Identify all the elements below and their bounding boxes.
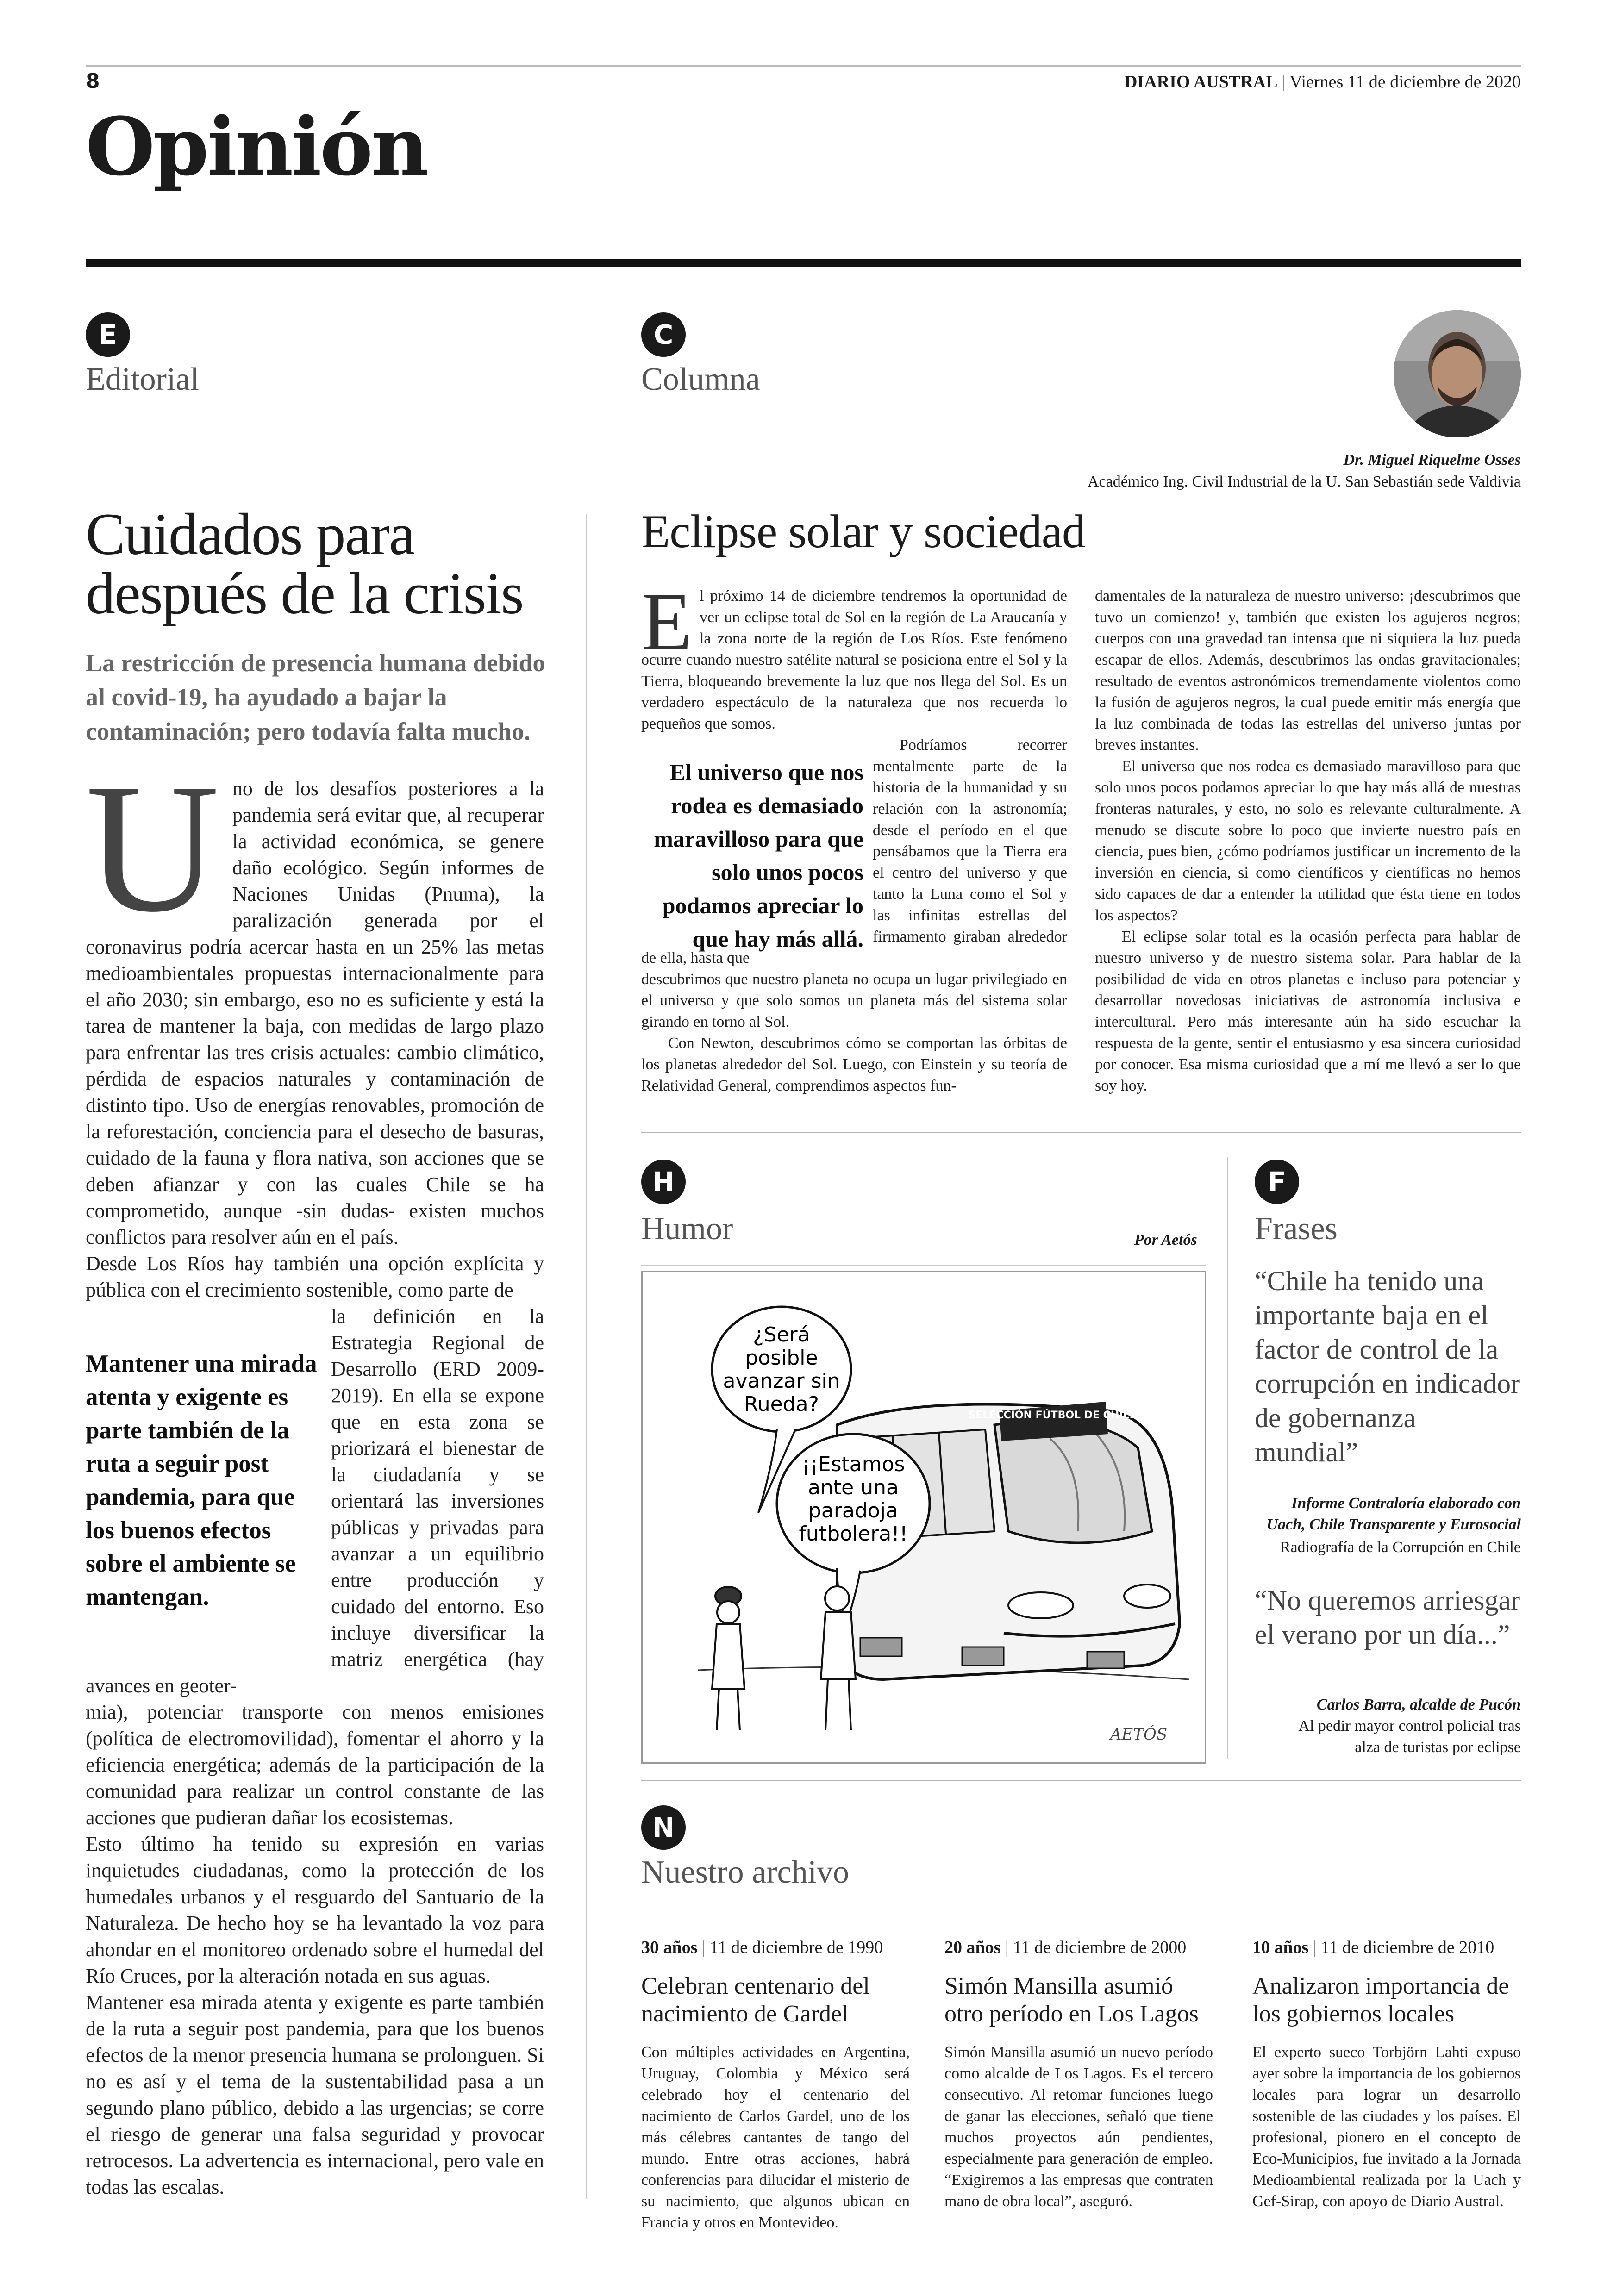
archivo-years: 30 años [641, 1938, 698, 1957]
section-name: Opinión [86, 100, 427, 193]
frases-context-1: Radiografía de la Corrupción en Chile [1280, 1539, 1521, 1556]
cartoon-bus-illustration [643, 1272, 1205, 1762]
frases-quote-1: “Chile ha tenido una importante baja en el factor de control de la corrupción en indicador de gobernanza mundial” [1255, 1266, 1520, 1467]
column-bottom-rule [641, 1132, 1521, 1133]
archivo-badge: N [641, 1805, 686, 1850]
column-label: Columna [641, 362, 760, 397]
archivo-date: 11 de diciembre de 1990 [710, 1938, 883, 1957]
editorial-divider [586, 514, 587, 2199]
column-dropcap: E [641, 575, 692, 668]
column-paragraph-5: El universo que nos rodea es demasiado maravilloso para que solo unos pocos podamos apreciar lo que hay más allá de nuestras fronteras naturales, y esto, no solo es relevante culturalmente. A menudo se discute sobre lo poco que invierte nuestro país en ciencia, pues bien, ¿cómo podríamos justificar un incremento de la inversión en ciencia, si como científicos y científicas no hemos sido capaces de dar a entender la utilidad que ésta tiene en todos los aspectos? [1095, 758, 1521, 924]
column-title: Eclipse solar y sociedad [641, 505, 1085, 558]
frases-quote-2: “No queremos arriesgar el verano por un día...” [1255, 1585, 1520, 1650]
archivo-years: 20 años [944, 1938, 1001, 1957]
frases-source-2: Carlos Barra, alcalde de Pucón [1316, 1696, 1521, 1713]
editorial-paragraph-1: no de los desafíos posteriores a la pandemia será evitar que, al recuperar la actividad económica, se genere daño ecológico. Según informes de Naciones Unidas (Pnuma), la paralización generada por el coronavirus podría acercar hasta en un 25% las metas medioambientales propuestas internacionalmente para el año 2030; sin embargo, eso no es suficiente y está la tarea de mantener la baja, con medidas de largo plazo para enfrentar las tres crisis actuales: cambio climático, pérdida de espacios naturales y contaminación de distinto tipo. Uso de energías renovables, promoción de la reforestación, conciencia para el desecho de basuras, cuidado de la fauna y flora nativa, son acciones que se deben afianzar y con las cuales Chile se ha comprometido, aunque -sin dudas- existen muchos conflictos para resolver aún en el país. [86, 777, 544, 1248]
issue-date: Viernes 11 de diciembre de 2020 [1289, 72, 1521, 92]
frases-badge: F [1255, 1160, 1299, 1204]
archivo-headline: Simón Mansilla asumió otro período en Los Lagos [944, 1973, 1199, 2027]
bubble-1-line-2: posible [745, 1346, 818, 1370]
bubble-2-line-4: futbolera!! [799, 1522, 908, 1546]
column-paragraph-6: El eclipse solar total es la ocasión perfecta para hablar de nuestro universo y de nuestro sistema solar. Para hablar de la posibilidad de vida en otros planetas e incluso para potenciar y desarrollar novedosas iniciativas de astronomía inclusiva e intercultural. Pero más interesante aún ha sido escuchar la respuesta de la gente, sentir el entusiasmo y esa sincera curiosidad por conocer. Esa misma curiosidad que a mí me llevó a ser lo que soy hoy. [1095, 928, 1521, 1094]
editorial-label: Editorial [86, 362, 199, 397]
humor-underline [641, 1265, 1206, 1266]
cartoon-frame [641, 1271, 1206, 1764]
bubble-2-line-2: ante una [808, 1476, 899, 1499]
archivo-item [944, 1937, 1213, 2212]
author-photo-icon [1394, 310, 1521, 437]
archivo-item-dateline [1252, 1937, 1521, 1958]
frases-label: Frases [1255, 1211, 1338, 1247]
paper-name: DIARIO AUSTRAL [1124, 72, 1278, 92]
column-pullquote-box [641, 735, 863, 952]
editorial-deck: La restricción de presencia humana debido al covid-19, ha ayudado a bajar la contaminación; pero todavía falta mucho. [86, 649, 545, 745]
archivo-sep: | [1005, 1938, 1009, 1957]
editorial-paragraph-3: Esto último ha tenido su expresión en varias inquietudes ciudadanas, como la protección de los humedales urbanos y el resguardo del Santuario de la Naturaleza. De hecho hoy se ha levantado la voz para ahondar en el monitoreo ordenado sobre el humedal del Río Cruces, por la alteración notada en sus aguas. [86, 1833, 544, 1987]
archivo-sep: | [701, 1938, 706, 1957]
editorial-pullquote-box [86, 1303, 317, 1660]
humor-badge: H [641, 1160, 686, 1204]
page-number: 8 [86, 69, 100, 93]
archivo-body: Simón Mansilla asumió un nuevo período como alcalde de Los Lagos. Es el tercero consecutivo. Al retomar funciones luego de ganar las elecciones, señaló que tiene muchos proyectos aún pendientes, especialmente para generación de empleo. “Exigiremos a las empresas que contraten mano de obra local”, aseguró. [944, 2044, 1213, 2210]
archivo-years: 10 años [1252, 1938, 1309, 1957]
cartoon-figure-left [712, 1587, 744, 1730]
archivo-body: El experto sueco Torbjörn Lahti expuso ayer sobre la importancia de los gobiernos locales para lograr un desarrollo sostenible de las ciudades y los países. El profesional, pionero en el concepto de Eco-Municipios, fue invitado a la Jornada Medioambiental realizada por la Uach y Gef-Sirap, con apoyo de Diario Austral. [1252, 2044, 1521, 2210]
archivo-headline: Celebran centenario del nacimiento de Gardel [641, 1973, 870, 2027]
cartoon-signature: AETÓS [1110, 1725, 1168, 1744]
column-text-right [1095, 586, 1521, 1097]
bubble-2-line-3: paradoja [808, 1499, 898, 1522]
editorial-paragraph-4: Mantener esa mirada atenta y exigente es parte también de la ruta a seguir post pandemia, para que los buenos efectos de la menor presencia humana se prolonguen. Si no es así y el tema de la sustentabilidad pasa a un segundo plano público, debido a las urgencias; se corre el riesgo de generar una falsa seguridad y provocar retrocesos. La advertencia es internacional, pero vale en todas las escalas. [86, 1991, 544, 2198]
column-pullquote: El universo que nos rodea es demasiado maravilloso para que solo unos pocos podamos apreciar lo que hay más allá. [654, 759, 863, 952]
editorial-badge: E [86, 312, 130, 357]
editorial-dropcap: U [86, 745, 219, 950]
editorial-body [86, 745, 544, 2200]
frases-context-2: Al pedir mayor control policial tras alza de turistas por eclipse [1298, 1717, 1521, 1756]
archivo-headline: Analizaron importancia de los gobiernos locales [1252, 1973, 1509, 2027]
editorial-paragraph-2-top: Desde Los Ríos hay también una opción explícita y pública con el crecimiento sostenible, como parte de [86, 1252, 544, 1301]
archivo-item-dateline [641, 1937, 910, 1958]
frases-bottom-rule [641, 1780, 1521, 1781]
column-author: Dr. Miguel Riquelme Osses [1343, 451, 1521, 468]
editorial-title: Cuidados para después de la crisis [86, 501, 523, 626]
column-text-left [641, 575, 1067, 1097]
column-author-role: Académico Ing. Civil Industrial de la U. San Sebastián sede Valdivia [1087, 473, 1521, 490]
bubble-2-line-1: ¡¡Estamos [801, 1453, 905, 1476]
top-rule [86, 65, 1521, 67]
humor-frases-divider [1227, 1157, 1228, 1759]
archivo-item-dateline [944, 1937, 1213, 1958]
masthead-info [1125, 72, 1521, 92]
archivo-date: 11 de diciembre de 2010 [1321, 1938, 1494, 1957]
bus-sign-text: SELECCIÓN FÚTBOL DE CHILE [968, 1410, 1137, 1421]
editorial-pullquote: Mantener una mirada atenta y exigente es parte también de la ruta a seguir post pandemia, para que los buenos efectos sobre el ambiente se mantengan. [86, 1350, 317, 1610]
bubble-1-line-3: avanzar sin [723, 1369, 840, 1393]
archivo-sep: | [1313, 1938, 1317, 1957]
frases-source-1: Informe Contraloría elaborado con Uach, Chile Transparente y Eurosocial [1266, 1495, 1521, 1533]
thick-rule [86, 259, 1521, 267]
bubble-1-line-4: Rueda? [744, 1392, 819, 1416]
archivo-label: Nuestro archivo [641, 1854, 850, 1890]
archivo-date: 11 de diciembre de 2000 [1013, 1938, 1187, 1957]
column-paragraph-4: damentales de la naturaleza de nuestro universo: ¡descubrimos que tuvo un comienzo! y, también que existen los agujeros negros; cuerpos con una gravedad tan intensa que ni siquiera la luz pueda escapar de ellos. Además, descubrimos las ondas gravitacionales; resultado de eventos astronómicos tremendamente violentos como la fusión de agujeros negros, la cual puede emitir más energía que la luz combinada de todas las estrellas del universo juntas por breves instantes. [1095, 587, 1521, 754]
humor-label: Humor [641, 1211, 733, 1247]
column-paragraph-2-rest: descubrimos que nuestro planeta no ocupa un lugar privilegiado en el universo y que solo somos un planeta más del sistema solar girando en torno al Sol. [641, 971, 1067, 1030]
archivo-body: Con múltiples actividades en Argentina, Uruguay, Colombia y México será celebrado hoy el centenario del nacimiento de Carlos Gardel, uno de los más célebres cantantes de tango del mundo. Entre otras acciones, habrá conferencias para dilucidar el misterio de su nacimiento, que algunos ubican en Francia y otros en Montevideo. [641, 2044, 910, 2231]
editorial-paragraph-2-narrow: la definición en la Estrategia Regional de Desarrollo (ERD 2009-2019). En ella se expone que en esta zona se priorizará el bienestar de la ciudadanía y se orientará las inversiones públicas y privadas para avanzar a un equilibrio entre producción y cuidado del entorno. Eso incluye diversificar la matriz energética (hay avances en geoter- [86, 1305, 544, 1697]
bubble-1-line-1: ¿Será [753, 1323, 810, 1347]
editorial-paragraph-2-rest: mia), potenciar transporte con menos emisiones (política de electromovilidad), fomentar el ahorro y la eficiencia energética; además de la participación de la comunidad para realizar un control constante de las acciones que pudieran dañar los ecosistemas. [86, 1701, 544, 1829]
column-paragraph-2-narrow: Podríamos recorrer mentalmente parte de la historia de la humanidad y su relación con la astronomía; desde el período en el que pensábamos que la Tierra era el centro del universo y que tanto la Luna como el Sol y las infinitas estrellas del firmamento giraban alrededor de ella, hasta que [641, 736, 1067, 967]
column-paragraph-3: Con Newton, descubrimos cómo se comportan las órbitas de los planetas alrededor del Sol. Luego, con Einstein y su teoría de Relatividad General, comprendimos aspectos fun- [641, 1035, 1067, 1094]
humor-byline: Por Aetós [1134, 1231, 1197, 1248]
archivo-item [1252, 1937, 1521, 2212]
separator: | [1282, 72, 1286, 92]
column-paragraph-1: l próximo 14 de diciembre tendremos la oportunidad de ver un eclipse total de Sol en la región de La Araucanía y la zona norte de la región de Los Ríos. Este fenómeno ocurre cuando nuestro satélite natural se posiciona entre el Sol y la Tierra, bloqueando brevemente la luz que nos llega del Sol. Es un verdadero espectáculo de la naturaleza que nos recuerda lo pequeños que somos. [641, 587, 1067, 732]
column-badge: C [641, 312, 686, 357]
archivo-item [641, 1937, 910, 2234]
author-avatar [1394, 310, 1521, 437]
